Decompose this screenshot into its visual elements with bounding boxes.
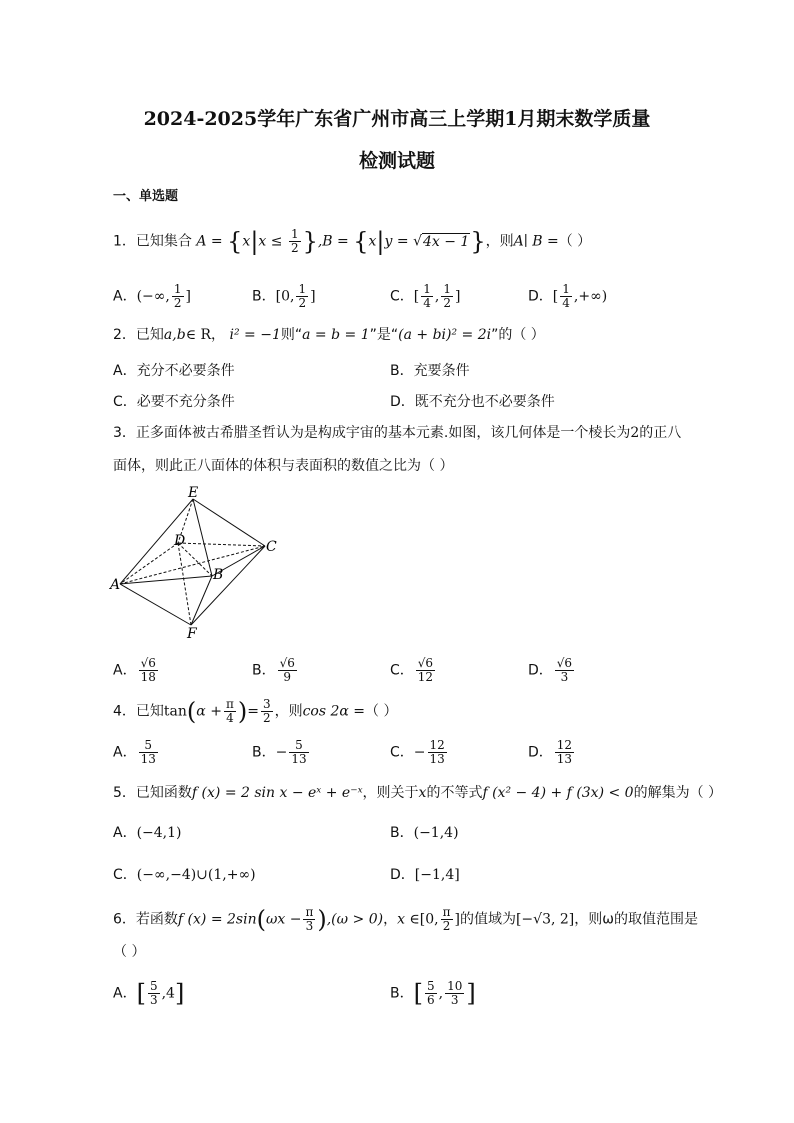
q3-option-b[interactable]: B． $\frac{√6}{9}$ (252, 656, 295, 684)
q4-option-c[interactable]: C．− $\frac{12}{13}$ (390, 738, 445, 766)
q5-option-d[interactable]: D．[−1,4] (390, 867, 460, 883)
q2-option-b[interactable]: B．充要条件 (390, 363, 470, 379)
q5-option-c[interactable]: C．(−∞,−4)∪(1,+∞) (113, 867, 256, 883)
octahedron-figure (108, 485, 288, 643)
edge-ec (193, 499, 265, 546)
q6-option-b[interactable]: B．[ $\frac{5}{6}$ , $\frac{10}{3}$ ] (390, 979, 476, 1008)
q3-option-a[interactable]: A． $\frac{√6}{18}$ (113, 656, 156, 684)
edge-ab (120, 576, 212, 584)
diag-ac-hidden (120, 546, 265, 584)
vertex-label-f: F (187, 626, 197, 642)
question-2-stem: 2．已知a,b∈ R， i² = −1则“a = b = 1”是“(a + bi)² = 2i”的（ ） (113, 327, 545, 343)
q5-option-a[interactable]: A．(−4,1) (113, 825, 182, 841)
exam-title-line2: 检测试题 (358, 150, 435, 172)
q3-option-c[interactable]: C． $\frac{√6}{12}$ (390, 656, 434, 684)
q2-option-c[interactable]: C．必要不充分条件 (113, 394, 235, 410)
edge-dc-hidden (178, 543, 265, 546)
question-3-stem-line2: 面体，则此正八面体的体积与表面积的数值之比为（ ） (113, 458, 454, 474)
question-6-stem: 6．若函数f (x) = 2sin(ωx − $\frac{\pi}{3}$ ),(ω > 0)，x ∈[0, $\frac{\pi}{2}$ ]的值域为[−√3, 2]，则ω的取值范围是 (113, 905, 698, 934)
exam-title-line1: 2024-2025学年广东省广州市高三上学期1月期末数学质量 (143, 108, 651, 130)
edge-df-hidden (178, 543, 191, 625)
q2-option-a[interactable]: A．充分不必要条件 (113, 363, 235, 379)
vertex-label-c: C (266, 539, 277, 555)
edge-af (120, 584, 191, 625)
q1-option-d[interactable]: D．[ $\frac{1}{4}$ ,+∞) (528, 282, 608, 310)
q5-option-b[interactable]: B．(−1,4) (390, 825, 459, 841)
section-heading: 一、单选题 (113, 189, 179, 204)
q6-option-a[interactable]: A．[ $\frac{5}{3}$ ,4] (113, 979, 185, 1008)
question-6-paren: （ ） (113, 944, 146, 960)
edge-fc (191, 546, 265, 625)
q4-option-b[interactable]: B．− $\frac{5}{13}$ (252, 738, 307, 766)
q3-option-d[interactable]: D． $\frac{√6}{3}$ (528, 656, 573, 684)
edge-da-hidden (120, 543, 178, 584)
q1-option-b[interactable]: B．[0, $\frac{1}{2}$ ] (252, 282, 316, 310)
q1-option-c[interactable]: C．[ $\frac{1}{4}$ , $\frac{1}{2}$ ] (390, 282, 461, 310)
q4-option-d[interactable]: D． $\frac{12}{13}$ (528, 738, 573, 766)
edge-bf (191, 576, 212, 625)
edge-eb (193, 499, 212, 576)
q2-option-d[interactable]: D．既不充分也不必要条件 (390, 394, 555, 410)
fraction-half: $\frac{1}{2}$ (290, 227, 299, 255)
question-1-stem: 1．已知集合 A = {x|x ≤ $\frac{1}{2}$ },B = {x|y = √4x − 1}，则A∣ B =（ ） (113, 227, 592, 256)
question-4-stem: 4．已知tan(α + $\frac{\pi}{4}$ )= $\frac{3}{2}$ ，则cos 2α =（ ） (113, 697, 398, 726)
vertex-label-d: D (174, 533, 186, 549)
q4-option-a[interactable]: A． $\frac{5}{13}$ (113, 738, 156, 766)
vertex-label-e: E (188, 485, 199, 501)
question-3-stem-line1: 3．正多面体被古希腊圣哲认为是构成宇宙的基本元素.如图，该几何体是一个棱长为2的正八 (113, 425, 682, 441)
vertex-label-b: B (213, 567, 224, 583)
question-5-stem: 5．已知函数f (x) = 2 sin x − eˣ + e⁻ˣ，则关于x的不等式f (x² − 4) + f (3x) < 0的解集为（ ） (113, 785, 723, 801)
vertex-label-a: A (110, 577, 121, 593)
q1-option-a[interactable]: A．(−∞, $\frac{1}{2}$ ] (113, 282, 191, 310)
